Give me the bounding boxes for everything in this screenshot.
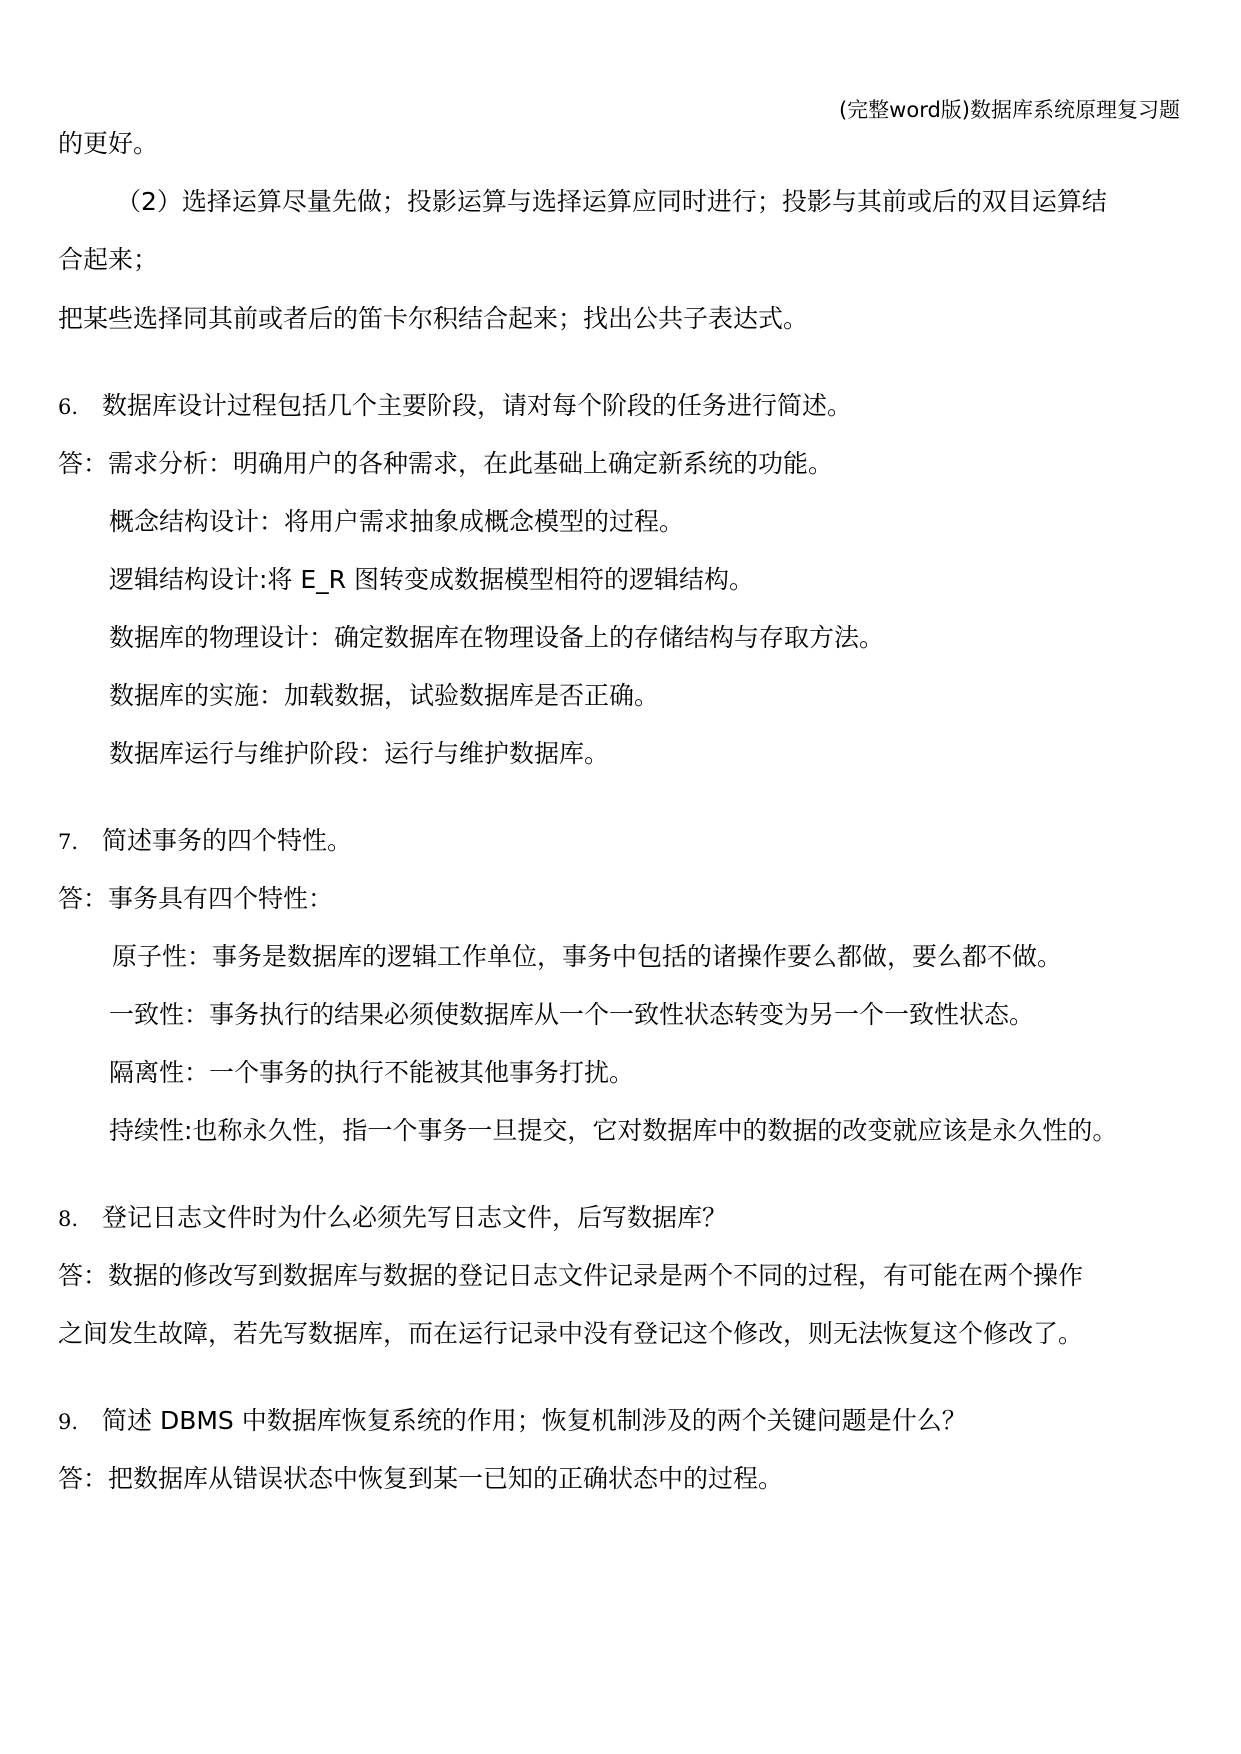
answer-line: 原子性：事务是数据库的逻辑工作单位，事务中包括的诸操作要么都做，要么都不做。 [112,942,1063,971]
text-line: 的更好。 [58,129,159,158]
question-text: 登记日志文件时为什么必须先写日志文件，后写数据库？ [102,1203,728,1232]
answer-line: 数据库运行与维护阶段：运行与维护数据库。 [109,739,610,768]
question-number: 9. [58,1410,79,1434]
answer-line: 答：事务具有四个特性： [58,884,334,913]
answer-line: 持续性:也称永久性，指一个事务一旦提交，它对数据库中的数据的改变就应该是永久性的。 [109,1116,1118,1145]
answer-line: 逻辑结构设计:将 E_R 图转变成数据模型相符的逻辑结构。 [109,565,754,594]
text-line: 把某些选择同其前或者后的笛卡尔积结合起来；找出公共子表达式。 [58,304,809,333]
text-line: （2）选择运算尽量先做；投影运算与选择运算应同时进行；投影与其前或后的双目运算结 [116,187,1107,216]
question-text: 简述 DBMS 中数据库恢复系统的作用；恢复机制涉及的两个关键问题是什么？ [102,1406,967,1435]
answer-line: 答：数据的修改写到数据库与数据的登记日志文件记录是两个不同的过程，有可能在两个操作 [58,1261,1084,1290]
answer-line: 隔离性：一个事务的执行不能被其他事务打扰。 [109,1058,635,1087]
question-number: 6. [58,395,79,419]
answer-line: 概念结构设计：将用户需求抽象成概念模型的过程。 [109,507,685,536]
question-6 [58,389,852,424]
question-9 [58,1404,967,1439]
question-text: 数据库设计过程包括几个主要阶段，请对每个阶段的任务进行简述。 [102,391,853,420]
question-number: 7. [58,830,79,854]
page-header: (完整word版)数据库系统原理复习题 [838,98,1180,122]
answer-line: 一致性：事务执行的结果必须使数据库从一个一致性状态转变为另一个一致性状态。 [109,1000,1035,1029]
question-7 [58,824,352,859]
text-line: 合起来； [58,245,159,274]
question-text: 简述事务的四个特性。 [102,826,353,855]
question-8 [58,1201,727,1236]
answer-line: 答：需求分析：明确用户的各种需求，在此基础上确定新系统的功能。 [58,449,834,478]
answer-line: 数据库的物理设计：确定数据库在物理设备上的存储结构与存取方法。 [109,623,885,652]
question-number: 8. [58,1207,79,1231]
answer-line: 答：把数据库从错误状态中恢复到某一已知的正确状态中的过程。 [58,1464,784,1493]
answer-line: 数据库的实施：加载数据，试验数据库是否正确。 [109,681,660,710]
answer-line: 之间发生故障，若先写数据库，而在运行记录中没有登记这个修改，则无法恢复这个修改了。 [58,1319,1084,1348]
